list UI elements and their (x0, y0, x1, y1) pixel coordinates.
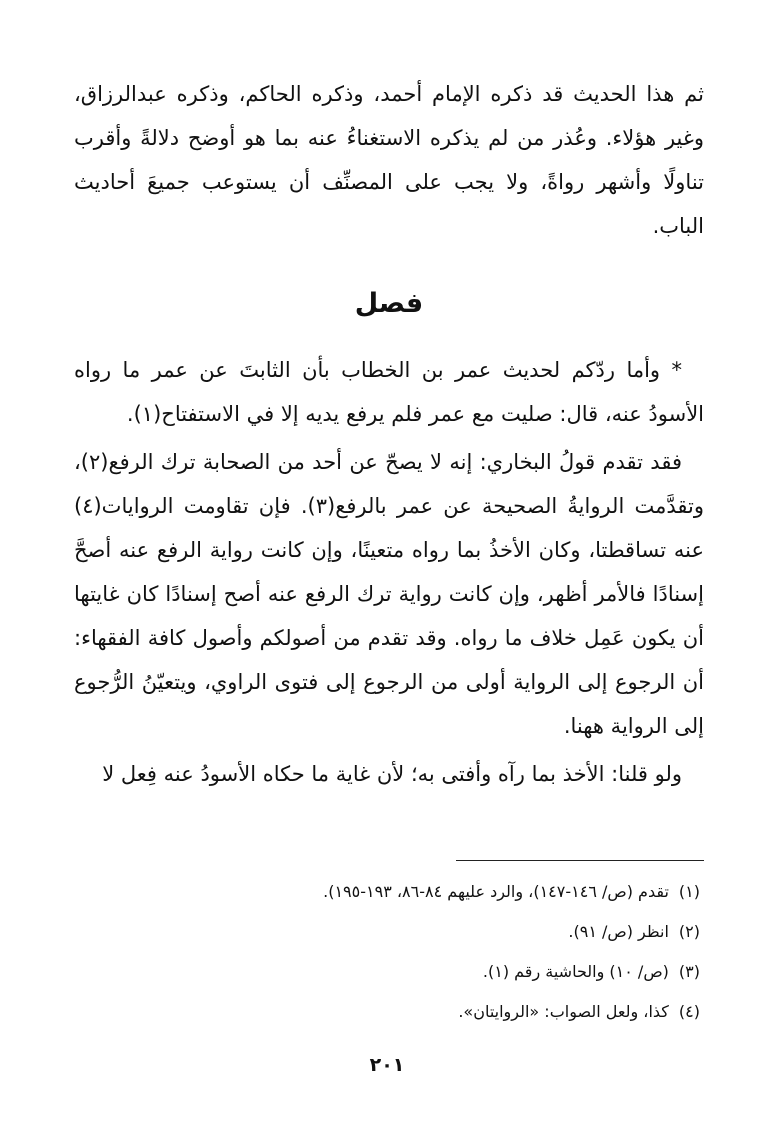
footnote-3 (70, 952, 700, 992)
footnotes (70, 872, 700, 1032)
footnote-4 (70, 992, 700, 1032)
footnote-divider (456, 860, 704, 861)
footnote-2 (70, 912, 700, 952)
footnote-text: انظر (ص/ ٩١). (568, 922, 669, 941)
page-body (74, 72, 704, 796)
footnote-text: كذا، ولعل الصواب: «الروايتان». (458, 1002, 669, 1021)
footnote-text: تقدم (ص/ ١٤٦-١٤٧)، والرد عليهم ٨٤-٨٦، ١٩٣-١٩٥). (323, 882, 669, 901)
footnote-text: (ص/ ١٠) والحاشية رقم (١). (482, 962, 669, 981)
footnote-number: (٣) (678, 962, 700, 981)
footnote-number: (٢) (678, 922, 700, 941)
intro-paragraph: ثم هذا الحديث قد ذكره الإمام أحمد، وذكره الحاكم، وذكره عبدالرزاق، وغير هؤلاء. وعُذر من لم يذكره الاستغناءُ عنه بما هو أوضح دلالةً وأقرب تناولًا وأشهر رواةً، ولا يجب على المصنِّف أن يستوعب جميعَ أحاديث الباب. (74, 82, 704, 238)
page-number: ٢٠١ (369, 1054, 405, 1076)
footnote-number: (١) (678, 882, 700, 901)
paragraph-objection: * وأما ردّكم لحديث عمر بن الخطاب بأن الثابتَ عن عمر ما رواه الأسودُ عنه، قال: صليت مع عمر فلم يرفع يديه إلا في الاستفتاح(١). (74, 358, 704, 426)
paragraph-continuation: ولو قلنا: الأخذ بما رآه وأفتى به؛ لأن غاية ما حكاه الأسودُ عنه فِعل لا (102, 762, 682, 786)
footnote-number: (٤) (678, 1002, 700, 1021)
paragraph-response: فقد تقدم قولُ البخاري: إنه لا يصحّ عن أحد من الصحابة ترك الرفع(٢)، وتقدَّمت الروايةُ الصحيحة عن عمر بالرفع(٣). فإن تقاومت الروايات(٤) عنه تساقطتا، وكان الأخذُ بما رواه متعينًا، وإن كانت رواية الرفع عنه أصحَّ إسنادًا فالأمر أظهر، وإن كانت رواية ترك الرفع عنه أصح إسنادًا كان غايتها أن يكون عَمِل خلاف ما رواه. وقد تقدم من أصولكم وأصول كافة الفقهاء: أن الرجوع إلى الرواية أولى من الرجوع إلى فتوى الراوي، ويتعيّنُ الرُّجوع إلى الرواية ههنا. (74, 450, 704, 738)
section-heading: فصل (354, 288, 424, 319)
footnote-1 (70, 872, 700, 912)
